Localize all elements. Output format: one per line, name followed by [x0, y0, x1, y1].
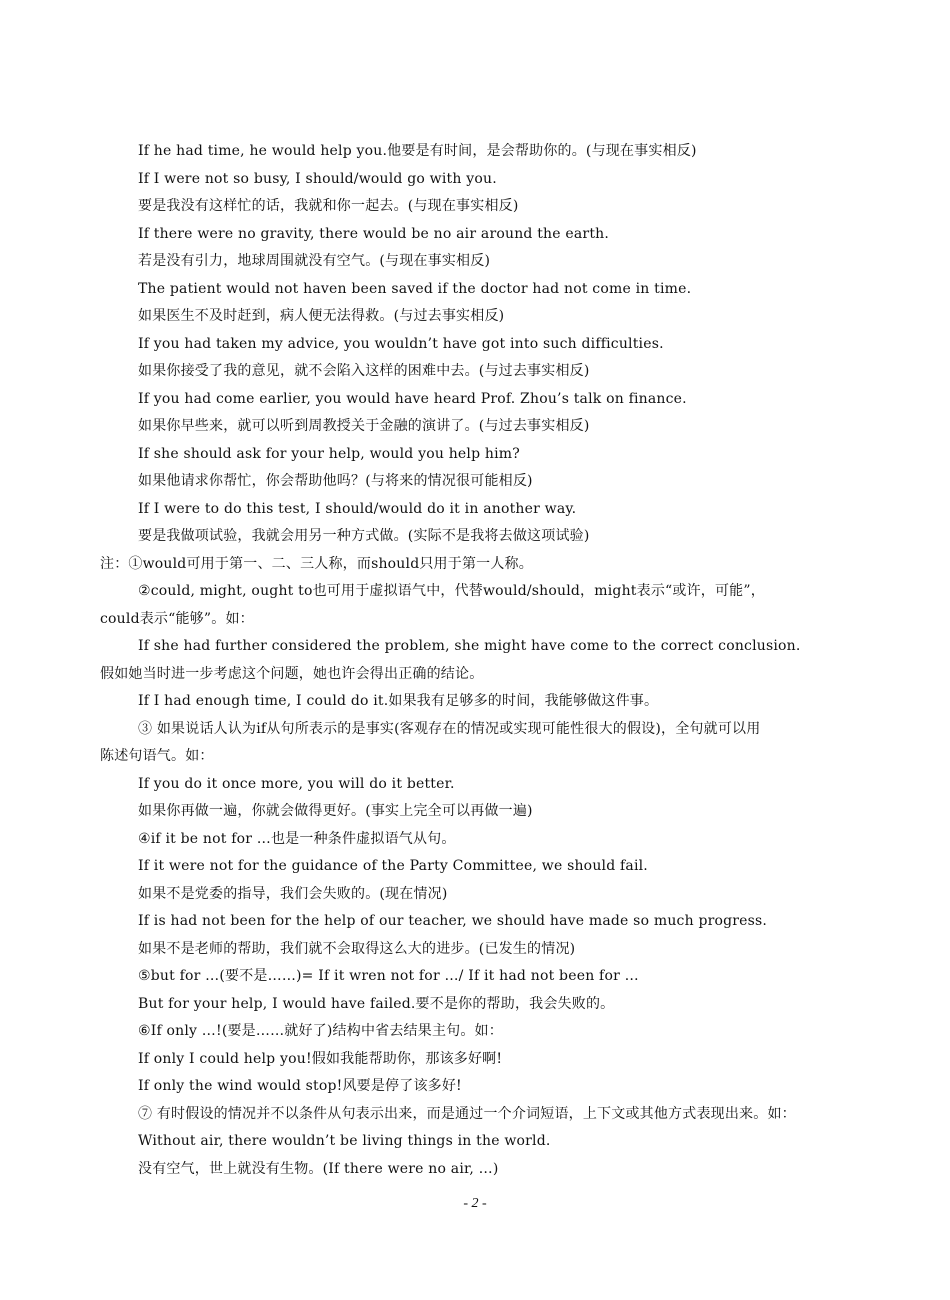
text-line: If only the wind would stop!风要是停了该多好!: [138, 1078, 462, 1094]
text-line: 注：①would可用于第一、二、三人称，而should只用于第一人称。: [100, 555, 533, 572]
text-line: ⑦ 有时假设的情况并不以条件从句表示出来，而是通过一个介词短语，上下文或其他方式表现出来。如：: [138, 1105, 796, 1122]
text-line: If you had taken my advice, you wouldn’t have got into such difficulties.: [138, 335, 664, 352]
text-line: 如果你接受了我的意见，就不会陷入这样的困难中去。(与过去事实相反): [138, 363, 590, 379]
text-line: 如果不是党委的指导，我们会失败的。(现在情况): [138, 885, 448, 902]
text-line: The patient would not haven been saved if the doctor had not come in time.: [138, 280, 692, 297]
text-line: If is had not been for the help of our teacher, we should have made so much progress.: [138, 913, 768, 929]
text-line: 要是我做项试验，我就会用另一种方式做。(实际不是我将去做这项试验): [138, 528, 590, 544]
text-line: 陈述句语气。如：: [100, 748, 214, 764]
text-line: Without air, there wouldn’t be living things in the world.: [138, 1133, 551, 1149]
text-line: ②could, might, ought to也可用于虚拟语气中，代替would/should，might表示“或许，可能”，: [138, 583, 765, 599]
text-line: 若是没有引力，地球周围就没有空气。(与现在事实相反): [138, 253, 491, 269]
text-line: If I were to do this test, I should/would do it in another way.: [138, 500, 577, 517]
text-line: 假如她当时进一步考虑这个问题，她也许会得出正确的结论。: [100, 665, 484, 682]
text-line: 如果你早些来，就可以听到周教授关于金融的演讲了。(与过去事实相反): [138, 418, 590, 434]
text-line: If I were not so busy, I should/would go with you.: [138, 170, 497, 187]
text-line: If it were not for the guidance of the Party Committee, we should fail.: [138, 858, 648, 874]
text-line: 如果不是老师的帮助，我们就不会取得这么大的进步。(已发生的情况): [138, 940, 576, 957]
text-line: 没有空气，世上就没有生物。(If there were no air, …): [138, 1160, 499, 1177]
text-line: If I had enough time, I could do it.如果我有足够多的时间，我能够做这件事。: [138, 693, 659, 709]
text-line: ③ 如果说话人认为if从句所表示的是事实(客观存在的情况或实现可能性很大的假设)，全句就可以用: [138, 720, 761, 737]
text-line: If only I could help you!假如我能帮助你，那该多好啊!: [138, 1050, 503, 1067]
text-line: 如果你再做一遍，你就会做得更好。(事实上完全可以再做一遍): [138, 803, 533, 819]
text-line: If she should ask for your help, would you help him?: [138, 445, 520, 462]
text-line: 如果医生不及时赶到，病人便无法得救。(与过去事实相反): [138, 308, 505, 324]
page-number: - 2 -: [463, 1196, 487, 1211]
text-line: could表示“能够”。如：: [100, 610, 254, 627]
text-line: If there were no gravity, there would be no air around the earth.: [138, 225, 610, 242]
text-line: If you do it once more, you will do it better.: [138, 775, 455, 792]
text-line: ④if it be not for …也是一种条件虚拟语气从句。: [138, 830, 456, 847]
text-line: If you had come earlier, you would have heard Prof. Zhou’s talk on finance.: [138, 390, 687, 407]
text-line: But for your help, I would have failed.要不是你的帮助，我会失败的。: [138, 995, 615, 1012]
text-line: 要是我没有这样忙的话，我就和你一起去。(与现在事实相反): [138, 198, 519, 214]
text-line: If he had time, he would help you.他要是有时间，是会帮助你的。(与现在事实相反): [138, 143, 697, 159]
text-line: ⑤but for …(要不是……)= If it wren not for …/ If it had not been for …: [138, 968, 639, 984]
text-line: If she had further considered the problem, she might have come to the correct conclusion.: [138, 638, 801, 654]
text-line: 如果他请求你帮忙，你会帮助他吗？(与将来的情况很可能相反): [138, 473, 533, 489]
text-line: ⑥If only …!(要是……就好了)结构中省去结果主句。如：: [138, 1023, 503, 1039]
